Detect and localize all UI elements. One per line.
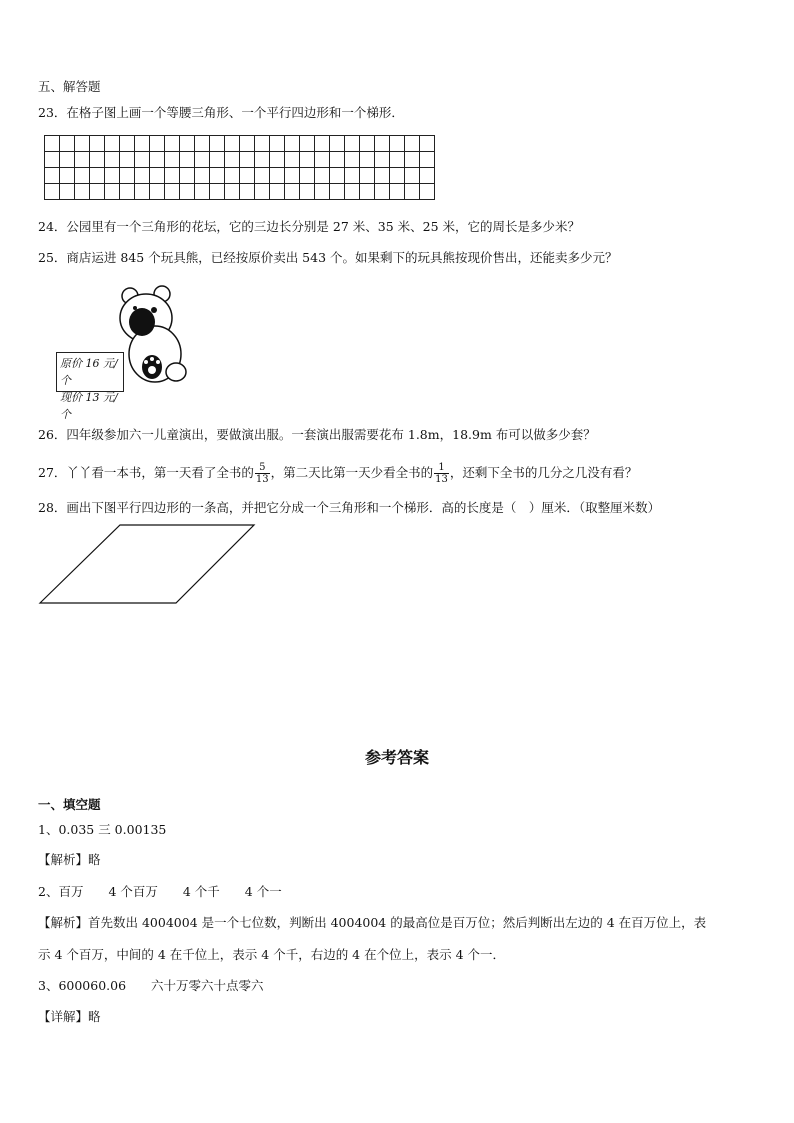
grid-cell[interactable] <box>315 184 330 200</box>
grid-cell[interactable] <box>360 152 375 168</box>
grid-cell[interactable] <box>60 168 75 184</box>
answers-section-heading: 一、填空题 <box>38 797 101 812</box>
grid-cell[interactable] <box>75 184 90 200</box>
grid-cell[interactable] <box>345 152 360 168</box>
grid-cell[interactable] <box>180 152 195 168</box>
grid-cell[interactable] <box>135 152 150 168</box>
answer-1-note: 【解析】略 <box>38 852 101 867</box>
grid-cell[interactable] <box>180 136 195 152</box>
grid-cell[interactable] <box>300 152 315 168</box>
grid-cell[interactable] <box>375 136 390 152</box>
parallelogram-figure[interactable] <box>36 522 260 606</box>
grid-cell[interactable] <box>270 184 285 200</box>
grid-cell[interactable] <box>315 152 330 168</box>
grid-cell[interactable] <box>270 168 285 184</box>
fraction-denominator: 13 <box>255 474 269 485</box>
grid-cell[interactable] <box>240 168 255 184</box>
grid-cell[interactable] <box>135 168 150 184</box>
fraction-numerator: 1 <box>434 462 449 474</box>
grid-cell[interactable] <box>375 184 390 200</box>
grid-cell[interactable] <box>45 168 60 184</box>
grid-cell[interactable] <box>285 136 300 152</box>
grid-cell[interactable] <box>120 168 135 184</box>
grid-cell[interactable] <box>150 136 165 152</box>
grid-cell[interactable] <box>345 168 360 184</box>
grid-cell[interactable] <box>45 184 60 200</box>
fraction-denominator: 13 <box>435 474 448 485</box>
grid-cell[interactable] <box>285 168 300 184</box>
grid-cell[interactable] <box>285 184 300 200</box>
grid-cell[interactable] <box>420 168 435 184</box>
grid-cell[interactable] <box>240 152 255 168</box>
grid-cell[interactable] <box>105 184 120 200</box>
grid-cell[interactable] <box>420 184 435 200</box>
grid-cell[interactable] <box>120 136 135 152</box>
grid-cell[interactable] <box>420 152 435 168</box>
grid-cell[interactable] <box>360 168 375 184</box>
grid-cell[interactable] <box>390 152 405 168</box>
drawing-grid[interactable] <box>44 135 435 200</box>
grid-cell[interactable] <box>210 168 225 184</box>
grid-cell[interactable] <box>255 168 270 184</box>
question-28: 28．画出下图平行四边形的一条高，并把它分成一个三角形和一个梯形．高的长度是（ ）厘米．（取整厘米数） <box>38 500 661 515</box>
grid-cell[interactable] <box>210 136 225 152</box>
question-27-part-c: ，还剩下全书的几分之几没有看？ <box>449 465 638 480</box>
grid-cell[interactable] <box>255 152 270 168</box>
section-heading: 五、解答题 <box>38 79 101 94</box>
grid-cell[interactable] <box>300 136 315 152</box>
grid-cell[interactable] <box>315 136 330 152</box>
grid-cell[interactable] <box>180 168 195 184</box>
grid-cell[interactable] <box>255 136 270 152</box>
grid-cell[interactable] <box>195 136 210 152</box>
grid-cell[interactable] <box>345 184 360 200</box>
answer-3-note: 【详解】略 <box>38 1009 101 1024</box>
question-27-part-b: ，第二天比第一天少看全书的 <box>270 465 434 480</box>
question-26: 26．四年级参加六一儿童演出，要做演出服。一套演出服需要花布 1.8m，18.9m 布可以做多少套？ <box>38 427 596 442</box>
grid-cell[interactable] <box>390 184 405 200</box>
grid-cell[interactable] <box>210 184 225 200</box>
grid-cell[interactable] <box>165 184 180 200</box>
grid-cell[interactable] <box>90 136 105 152</box>
grid-cell[interactable] <box>105 152 120 168</box>
grid-cell[interactable] <box>150 184 165 200</box>
grid-cell[interactable] <box>60 152 75 168</box>
grid-cell[interactable] <box>210 152 225 168</box>
grid-cell[interactable] <box>195 152 210 168</box>
grid-cell[interactable] <box>240 136 255 152</box>
grid-cell[interactable] <box>135 136 150 152</box>
grid-cell[interactable] <box>270 152 285 168</box>
grid-cell[interactable] <box>180 184 195 200</box>
fraction-1-13 <box>434 462 449 485</box>
grid-cell[interactable] <box>90 168 105 184</box>
grid-cell[interactable] <box>90 152 105 168</box>
answers-title: 参考答案 <box>364 748 429 767</box>
fraction-5-13 <box>255 462 270 485</box>
question-27-part-a: 27．丫丫看一本书，第一天看了全书的 <box>38 465 254 480</box>
grid-cell[interactable] <box>225 136 240 152</box>
question-23: 23．在格子图上画一个等腰三角形、一个平行四边形和一个梯形． <box>38 105 404 120</box>
grid-cell[interactable] <box>150 168 165 184</box>
grid-cell[interactable] <box>405 136 420 152</box>
grid-cell[interactable] <box>345 136 360 152</box>
fraction-numerator: 5 <box>255 462 270 474</box>
grid-cell[interactable] <box>330 152 345 168</box>
grid-cell[interactable] <box>375 152 390 168</box>
grid-cell[interactable] <box>285 152 300 168</box>
grid-cell[interactable] <box>390 136 405 152</box>
price-sign <box>56 352 124 421</box>
question-24: 24．公园里有一个三角形的花坛，它的三边长分别是 27 米、35 米、25 米，它的周长是多少米？ <box>38 219 581 234</box>
grid-cell[interactable] <box>60 184 75 200</box>
grid-cell[interactable] <box>405 184 420 200</box>
grid-cell[interactable] <box>330 168 345 184</box>
grid-cell[interactable] <box>105 168 120 184</box>
grid-cell[interactable] <box>390 168 405 184</box>
grid-cell[interactable] <box>120 152 135 168</box>
answer-2: 2、百万 4 个百万 4 个千 4 个一 <box>38 884 282 899</box>
grid-cell[interactable] <box>225 168 240 184</box>
grid-cell[interactable] <box>330 184 345 200</box>
grid-cell[interactable] <box>375 168 390 184</box>
current-price-label: 现价 13 元/个 <box>60 391 118 421</box>
grid-cell[interactable] <box>45 136 60 152</box>
original-price-label: 原价 16 元/个 <box>60 357 118 387</box>
answer-2-note-line-2: 示 4 个百万，中间的 4 在千位上，表示 4 个千，右边的 4 在个位上，表示 4 个一． <box>38 947 505 962</box>
grid-cell[interactable] <box>165 152 180 168</box>
answer-2-note-line-1: 【解析】首先数出 4004004 是一个七位数，判断出 4004004 的最高位是百万位；然后判断出左边的 4 在百万位上，表 <box>38 915 707 930</box>
grid-cell[interactable] <box>105 136 120 152</box>
grid-cell[interactable] <box>300 184 315 200</box>
grid-cell[interactable] <box>255 184 270 200</box>
question-27 <box>38 462 637 485</box>
grid-cell[interactable] <box>420 136 435 152</box>
grid-cell[interactable] <box>330 136 345 152</box>
answer-3: 3、600060.06 六十万零六十点零六 <box>38 978 264 993</box>
grid-cell[interactable] <box>75 152 90 168</box>
question-25: 25．商店运进 845 个玩具熊，已经按原价卖出 543 个。如果剩下的玩具熊按现价售出，还能卖多少元？ <box>38 250 618 265</box>
grid-cell[interactable] <box>405 152 420 168</box>
grid-cell[interactable] <box>225 152 240 168</box>
grid-cell[interactable] <box>90 184 105 200</box>
grid-cell[interactable] <box>45 152 60 168</box>
grid-cell[interactable] <box>225 184 240 200</box>
grid-cell[interactable] <box>165 168 180 184</box>
answer-1: 1、0.035 三 0.00135 <box>38 822 167 837</box>
grid-cell[interactable] <box>360 184 375 200</box>
grid-cell[interactable] <box>405 168 420 184</box>
grid-cell[interactable] <box>165 136 180 152</box>
grid-cell[interactable] <box>315 168 330 184</box>
grid-cell[interactable] <box>75 136 90 152</box>
grid-cell[interactable] <box>60 136 75 152</box>
grid-cell[interactable] <box>195 168 210 184</box>
grid-cell[interactable] <box>360 136 375 152</box>
grid-cell[interactable] <box>120 184 135 200</box>
grid-cell[interactable] <box>135 184 150 200</box>
grid-cell[interactable] <box>150 152 165 168</box>
grid-cell[interactable] <box>75 168 90 184</box>
grid-cell[interactable] <box>270 136 285 152</box>
grid-cell[interactable] <box>240 184 255 200</box>
grid-cell[interactable] <box>300 168 315 184</box>
grid-cell[interactable] <box>195 184 210 200</box>
